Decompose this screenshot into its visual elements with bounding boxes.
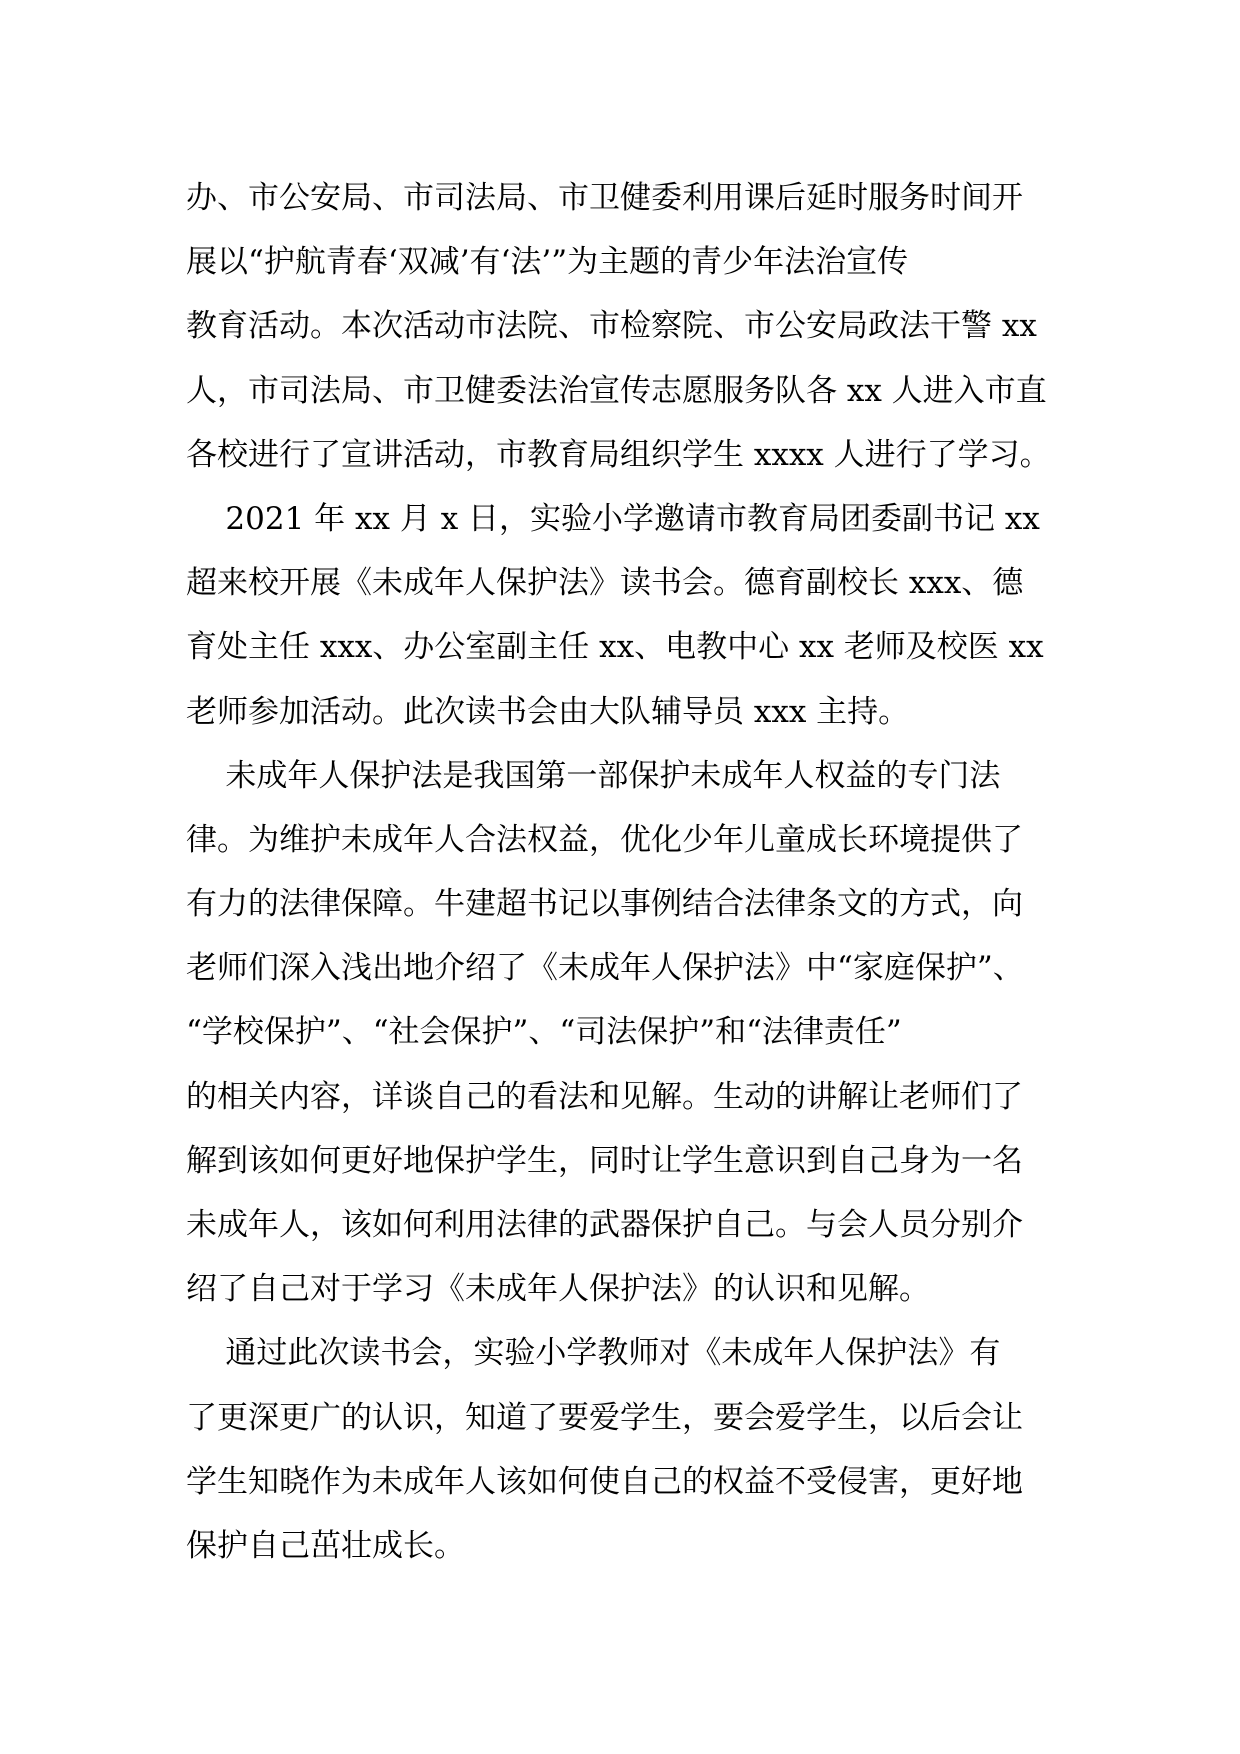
text-line: 未成年人保护法是我国第一部保护未成年人权益的专门法: [186, 757, 1001, 794]
text-line: 有力的法律保障。牛建超书记以事例结合法律条文的方式，向: [186, 886, 1023, 923]
text-line: 教育活动。本次活动市法院、市检察院、市公安局政法干警 xx: [186, 308, 1037, 345]
text-line: “学校保护”、“社会保护”、“司法保护”和“法律责任”: [186, 1014, 902, 1051]
text-line: 老师们深入浅出地介绍了《未成年人保护法》中“家庭保护”、: [186, 950, 1024, 987]
text-line: 未成年人，该如何利用法律的武器保护自己。与会人员分别介: [186, 1207, 1023, 1243]
text-line: 各校进行了宣讲活动，市教育局组织学生 xxxx 人进行了学习。: [186, 436, 1051, 473]
text-line: 超来校开展《未成年人保护法》读书会。德育副校长 xxx、德: [186, 565, 1024, 602]
text-line: 育处主任 xxx、办公室副主任 xx、电教中心 xx 老师及校医 xx: [186, 629, 1044, 666]
text-line: 了更深更广的认识，知道了要爱学生，要会爱学生，以后会让: [186, 1399, 1023, 1436]
text-line: 2021 年 xx 月 x 日，实验小学邀请市教育局团委副书记 xx: [186, 500, 1040, 537]
text-line: 解到该如何更好地保护学生，同时让学生意识到自己身为一名: [186, 1142, 1023, 1179]
text-line: 展以“护航青春‘双减’有‘法’”为主题的青少年法治宣传: [186, 244, 909, 281]
text-line: 律。为维护未成年人合法权益，优化少年儿童成长环境提供了: [186, 821, 1023, 858]
text-line: 的相关内容，详谈自己的看法和见解。生动的讲解让老师们了: [186, 1078, 1023, 1115]
text-line: 人，市司法局、市卫健委法治宣传志愿服务队各 xx 人进入市直: [186, 372, 1047, 409]
text-line: 办、市公安局、市司法局、市卫健委利用课后延时服务时间开: [186, 180, 1023, 216]
text-line: 通过此次读书会，实验小学教师对《未成年人保护法》有: [186, 1335, 1001, 1372]
text-line: 老师参加活动。此次读书会由大队辅导员 xxx 主持。: [186, 693, 910, 730]
document-body: [186, 166, 1066, 1578]
text-line: 学生知晓作为未成年人该如何使自己的权益不受侵害，更好地: [186, 1463, 1023, 1500]
text-line: 绍了自己对于学习《未成年人保护法》的认识和见解。: [186, 1271, 930, 1308]
text-line: 保护自己茁壮成长。: [186, 1527, 465, 1564]
